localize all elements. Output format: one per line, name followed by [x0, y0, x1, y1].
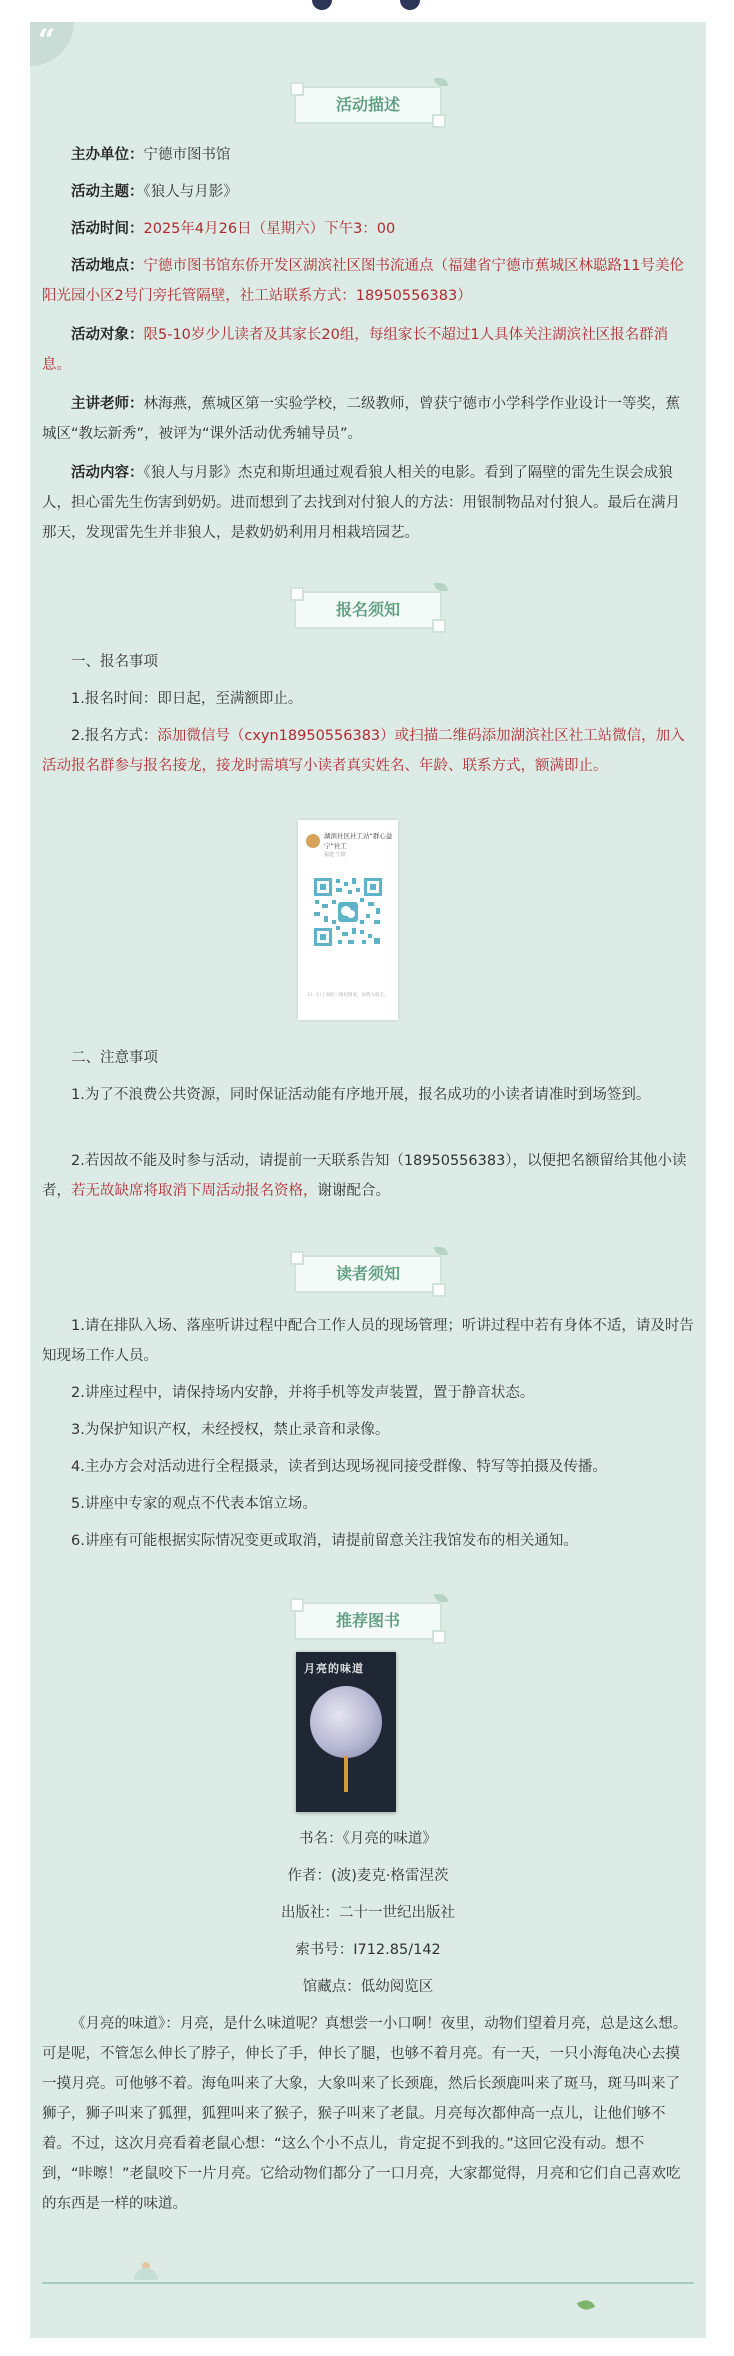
book-author: 作者：(波)麦克·格雷涅茨	[287, 1868, 449, 1884]
wechat-qr-card	[298, 820, 398, 1020]
book-call-number: 索书号：I712.85/142	[295, 1942, 441, 1958]
sprig-icon	[434, 1247, 448, 1255]
reader-item: 4.主办方会对活动进行全程摄录，读者到达现场视同接受群像、特写等拍摄及传播。	[71, 1459, 607, 1475]
reader-item: 6.讲座有可能根据实际情况变更或取消，请提前留意关注我馆发布的相关通知。	[71, 1533, 578, 1549]
registration-time: 1.报名时间：即日起，至满额即止。	[71, 691, 303, 707]
quote-icon: “	[30, 22, 74, 66]
theme-value: 《狼人与月影》	[143, 184, 238, 200]
audience-value: 限5-10岁少儿读者及其家长20组，每组家长不超过1人具体关注湖滨社区报名群消息。	[42, 327, 669, 373]
cloud-decor-icon	[134, 2268, 158, 2280]
organizer-label: 主办单位：	[71, 147, 144, 163]
section-title-book: 推荐图书	[294, 1602, 442, 1640]
registration-method-label: 2.报名方式：	[71, 728, 158, 744]
content-card	[30, 22, 706, 2338]
location-value: 宁德市图书馆东侨开发区湖滨社区图书流通点（福建省宁德市蕉城区林聪路11号美伦阳光园小区2号门旁托管隔壁，社工站联系方式：18950556383）	[42, 258, 684, 304]
organizer-line	[42, 140, 694, 170]
top-dot-right	[400, 0, 420, 10]
time-value: 2025年4月26日（星期六）下午3：00	[143, 221, 396, 237]
book-name: 书名：《月亮的味道》	[299, 1831, 437, 1847]
avatar	[306, 834, 320, 848]
qr-code-icon	[312, 876, 384, 948]
book-summary: 《月亮的味道》：月亮，是什么味道呢？真想尝一小口啊！夜里，动物们望着月亮，总是这么想。可是呢，不管怎么伸长了脖子，伸长了手，伸长了腿，也够不着月亮。有一天，一只小海龟决心去摸一摸月亮。可他够不着。海龟叫来了大象，大象叫来了长颈鹿，然后长颈鹿叫来了斑马，斑马叫来了狮子，狮子叫来了狐狸，狐狸叫来了猴子，猴子叫来了老鼠。月亮每次都伸高一点儿，让他们够不着。不过，这次月亮看着老鼠心想：“这么个小不点儿，肯定捉不到我的。”这回它没有动。想不到，“咔嚓！”老鼠咬下一片月亮。它给动物们都分了一口月亮，大家都觉得，月亮和它们自己喜欢吃的东西是一样的味道。	[42, 2016, 688, 2212]
time-label: 活动时间：	[71, 221, 144, 237]
speaker-value: 林海燕，蕉城区第一实验学校，二级教师，曾获宁德市小学科学作业设计一等奖，蕉城区“教坛新秀”，被评为“课外活动优秀辅导员”。	[42, 396, 680, 442]
content-label: 活动内容：	[71, 465, 144, 481]
note-on-time: 1.为了不浪费公共资源，同时保证活动能有序地开展，报名成功的小读者请准时到场签到。	[71, 1087, 651, 1103]
theme-line	[42, 177, 694, 207]
audience-label: 活动对象：	[71, 327, 144, 343]
section-title-registration: 报名须知	[294, 591, 442, 629]
book-cover-title: 月亮的味道	[304, 1662, 364, 1675]
content-line	[42, 458, 694, 548]
organizer-value: 宁德市图书馆	[143, 147, 231, 163]
note-absence: 2.若因故不能及时参与活动，请提前一天联系告知（18950556383），以便把名额留给其他小读者，若无故缺席将取消下周活动报名资格，谢谢配合。	[42, 1153, 687, 1199]
notes-heading: 二、注意事项	[71, 1050, 158, 1066]
location-line	[42, 251, 694, 311]
speaker-label: 主讲老师：	[71, 396, 144, 412]
note-absence-warning: 若无故缺席将取消下周活动报名资格，	[71, 1183, 318, 1199]
reader-item: 1.请在排队入场、落座听讲过程中配合工作人员的现场管理；听讲过程中若有身体不适，请及时告知现场工作人员。	[42, 1318, 694, 1364]
qr-region: 福建 宁德	[324, 852, 346, 858]
registration-method-value: 添加微信号（cxyn18950556383）或扫描二维码添加湖滨社区社工站微信，加入活动报名群参与报名接龙，接龙时需填写小读者真实姓名、年龄、联系方式，额满即止。	[42, 728, 685, 774]
section-title-reader: 读者须知	[294, 1255, 442, 1293]
reader-item: 3.为保护知识产权，未经授权，禁止录音和录像。	[71, 1422, 390, 1438]
top-dot-left	[312, 0, 332, 10]
tower-illustration	[344, 1756, 348, 1792]
registration-method	[42, 721, 694, 781]
location-label: 活动地点：	[71, 258, 144, 274]
registration-heading: 一、报名事项	[71, 654, 158, 670]
book-publisher: 出版社：二十一世纪出版社	[281, 1905, 455, 1921]
leaf-icon	[577, 2298, 595, 2313]
moon-illustration	[310, 1686, 382, 1758]
sprig-icon	[434, 78, 448, 86]
sprig-icon	[434, 583, 448, 591]
content-value: 《狼人与月影》杰克和斯坦通过观看狼人相关的电影。看到了隔壁的雷先生误会成狼人，担心雷先生伤害到奶奶。进而想到了去找到对付狼人的方法：用银制物品对付狼人。最后在满月那天，发现雷先生并非狼人，是救奶奶利用月相栽培园艺。	[42, 465, 680, 541]
book-cover-image	[296, 1652, 396, 1812]
reader-item: 2.讲座过程中，请保持场内安静，并将手机等发声装置，置于静音状态。	[71, 1385, 535, 1401]
section-title-activity: 活动描述	[294, 86, 442, 124]
reader-item: 5.讲座中专家的观点不代表本馆立场。	[71, 1496, 317, 1512]
bottom-divider	[42, 2282, 694, 2284]
qr-account-name: 湖滨社区社工站“群心益宁”社工	[324, 832, 393, 850]
audience-line	[42, 320, 694, 380]
book-location: 馆藏点：低幼阅览区	[302, 1979, 434, 1995]
time-line	[42, 214, 694, 244]
sprig-icon	[434, 1594, 448, 1602]
speaker-line	[42, 389, 694, 449]
theme-label: 活动主题：	[71, 184, 144, 200]
top-strip	[0, 0, 734, 22]
qr-hint: 扫一扫上面的二维码图案，加我为朋友。	[307, 993, 389, 998]
